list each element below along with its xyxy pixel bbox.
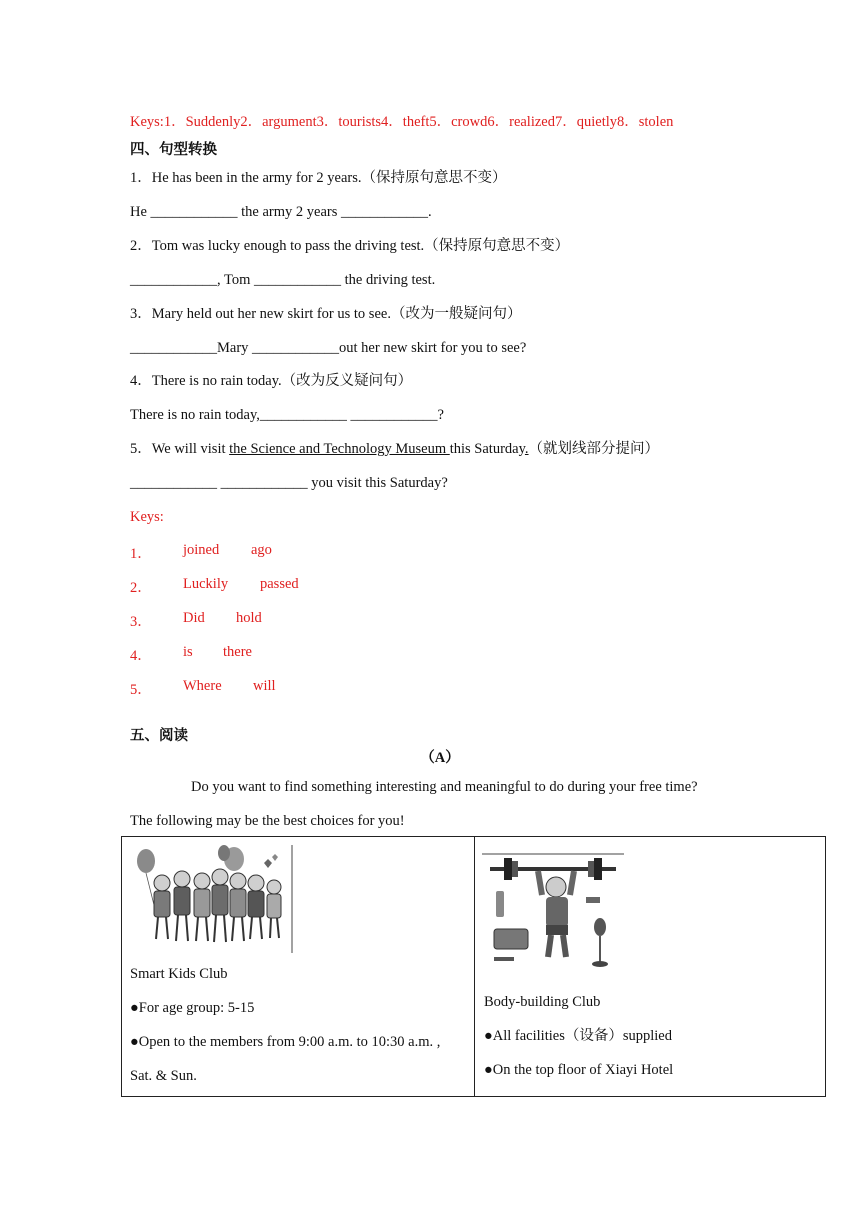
key-number: 5． bbox=[130, 682, 152, 698]
club-info-line: ●On the top floor of Xiayi Hotel bbox=[484, 1062, 674, 1078]
question-4-prompt: 4．There is no rain today.（改为反义疑问句） bbox=[130, 373, 413, 389]
question-2-blank: ____________, Tom ____________ the driving test. bbox=[130, 272, 436, 288]
key-row-2 bbox=[0, 576, 860, 594]
key-answer-b: will bbox=[253, 678, 276, 694]
key-number: 1． bbox=[130, 546, 152, 562]
passage-intro-2: The following may be the best choices for you! bbox=[130, 813, 405, 829]
section5-title: 五、阅读 bbox=[130, 728, 188, 744]
key-answer-a: is bbox=[183, 644, 193, 660]
section4-keys-label: Keys: bbox=[130, 509, 164, 525]
club-name: Smart Kids Club bbox=[130, 966, 228, 982]
club-info-line: ●Open to the members from 9:00 a.m. to 10:30 a.m. , bbox=[130, 1034, 441, 1050]
passage-intro-1: Do you want to find something interesting and meaningful to do during your free time? bbox=[191, 779, 698, 795]
question-2-prompt: 2．Tom was lucky enough to pass the driving test.（保持原句意思不变） bbox=[130, 238, 570, 254]
key-answer-b: ago bbox=[251, 542, 272, 558]
key-answer-a: Luckily bbox=[183, 576, 229, 592]
club-info-line: ●All facilities（设备）supplied bbox=[484, 1028, 672, 1044]
key-row-5 bbox=[0, 678, 860, 696]
key-row-4 bbox=[0, 644, 860, 662]
question-3-blank: ____________Mary ____________out her new skirt for you to see? bbox=[130, 340, 527, 356]
key-row-1 bbox=[0, 542, 860, 560]
club-cell-smart-kids bbox=[122, 837, 475, 1097]
key-answer-a: Did bbox=[183, 610, 205, 626]
question-4-blank: There is no rain today,____________ ____________? bbox=[130, 407, 444, 423]
key-number: 3． bbox=[130, 614, 152, 630]
question-5-underlined-phrase: the Science and Technology Museum bbox=[229, 441, 450, 457]
question-5-prompt-pre: 5．We will visit bbox=[130, 441, 230, 457]
club-name: Body-building Club bbox=[484, 994, 601, 1010]
key-number: 4． bbox=[130, 648, 152, 664]
section4-title: 四、句型转换 bbox=[130, 142, 217, 158]
key-row-3 bbox=[0, 610, 860, 628]
key-answer-b: hold bbox=[236, 610, 262, 626]
question-1-blank: He ____________ the army 2 years ____________. bbox=[130, 204, 432, 220]
children-group-picture bbox=[132, 843, 294, 955]
question-5-blank: ____________ ____________ you visit this Saturday? bbox=[130, 475, 448, 491]
key-answer-b: passed bbox=[260, 576, 299, 592]
question-1-prompt: 1．He has been in the army for 2 years.（保持原句意思不变） bbox=[130, 170, 507, 186]
question-5-prompt-post: （就划线部分提问） bbox=[528, 441, 660, 457]
question-5-prompt-mid: this Saturday bbox=[449, 441, 525, 457]
clubs-table bbox=[121, 836, 826, 1097]
key-answer-a: joined bbox=[183, 542, 220, 558]
question-5-underlined-period: . bbox=[524, 441, 529, 457]
question-3-prompt: 3．Mary held out her new skirt for us to see.（改为一般疑问句） bbox=[130, 306, 522, 322]
club-cell-body-building bbox=[475, 837, 826, 1097]
section3-keys: Keys:1．Suddenly2．argument3．tourists4．theft5．crowd6．realized7．quietly8．stolen bbox=[130, 114, 674, 130]
passage-label: （A） bbox=[420, 750, 460, 766]
key-answer-a: Where bbox=[183, 678, 222, 694]
weightlifter-picture bbox=[482, 853, 626, 971]
club-info-line: Sat. & Sun. bbox=[130, 1068, 197, 1084]
key-answer-b: there bbox=[223, 644, 252, 660]
club-info-line: ●For age group: 5-15 bbox=[130, 1000, 255, 1016]
key-number: 2． bbox=[130, 580, 152, 596]
question-5-prompt bbox=[130, 440, 659, 458]
